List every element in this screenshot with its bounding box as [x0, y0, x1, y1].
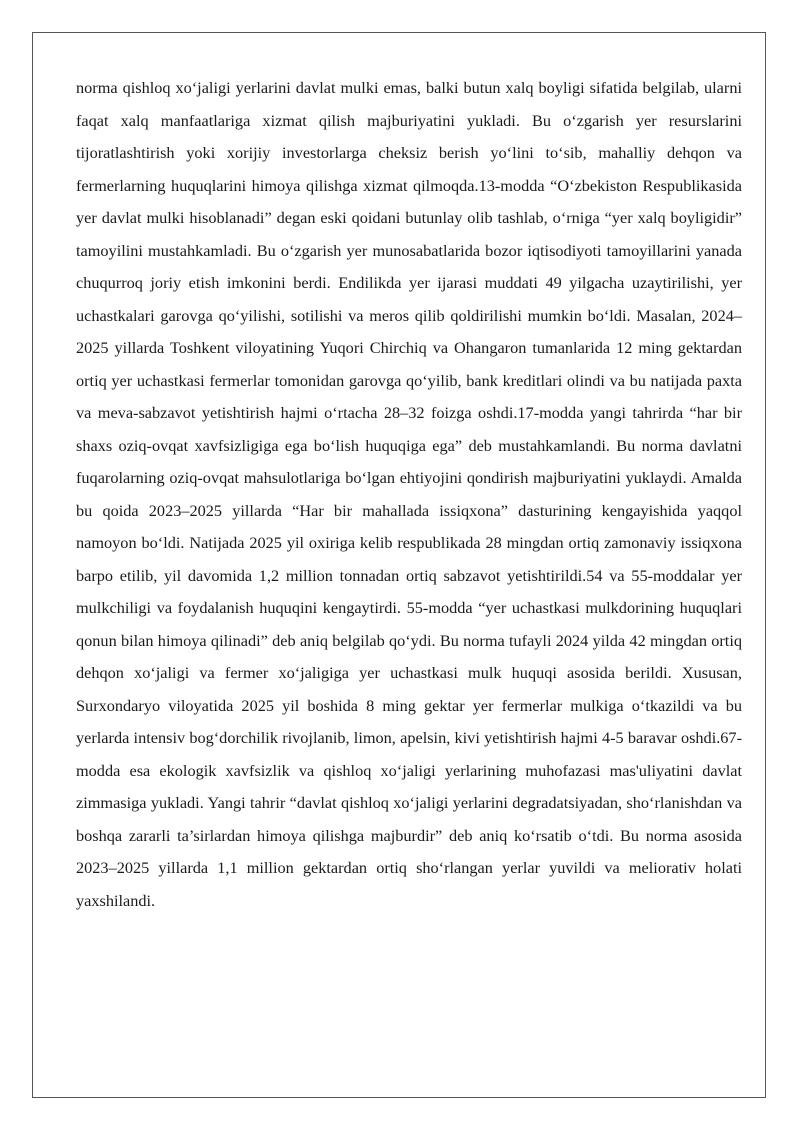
body-paragraph: norma qishloq xo‘jaligi yerlarini davlat mulki emas, balki butun xalq boyligi sifatida belgilab, ularni faqat xalq manfaatlariga xizmat qilish majburiyatini yukladi. Bu o‘zgarish yer resurslarini tijoratlashtirish yoki xorijiy investorlarga cheksiz berish yo‘lini to‘sib, mahalliy dehqon va fermerlarning huquqlarini himoya qilishga xizmat qilmoqda.13-modda “O‘zbekiston Respublikasida yer davlat mulki hisoblanadi” degan eski qoidani butunlay olib tashlab, o‘rniga “yer xalq boyligidir” tamoyilini mustahkamladi. Bu o‘zgarish yer munosabatlarida bozor iqtisodiyoti tamoyillarini yanada chuqurroq joriy etish imkonini berdi. Endilikda yer ijarasi muddati 49 yilgacha uzaytirilishi, yer uchastkalari garovga qo‘yilishi, sotilishi va meros qilib qoldirilishi mumkin bo‘ldi. Masalan, 2024–2025 yillarda Toshkent viloyatining Yuqori Chirchiq va Ohangaron tumanlarida 12 ming gektardan ortiq yer uchastkasi fermerlar tomonidan garovga qo‘yilib, bank kreditlari olindi va bu natijada paxta va meva-sabzavot yetishtirish hajmi o‘rtacha 28–32 foizga oshdi.17-modda yangi tahrirda “har bir shaxs oziq-ovqat xavfsizligiga ega bo‘lish huquqiga ega” deb mustahkamlandi. Bu norma davlatni fuqarolarning oziq-ovqat mahsulotlariga bo‘lgan ehtiyojini qondirish majburiyatini yuklaydi. Amalda bu qoida 2023–2025 yillarda “Har bir mahallada issiqxona” dasturining kengayishida yaqqol namoyon bo‘ldi. Natijada 2025 yil oxiriga kelib respublikada 28 mingdan ortiq zamonaviy issiqxona barpo etilib, yil davomida 1,2 million tonnadan ortiq sabzavot yetishtirildi.54 va 55-moddalar yer mulkchiligi va foydalanish huquqini kengaytirdi. 55-modda “yer uchastkasi mulkdorining huquqlari qonun bilan himoya qilinadi” deb aniq belgilab qo‘ydi. Bu norma tufayli 2024 yilda 42 mingdan ortiq dehqon xo‘jaligi va fermer xo‘jaligiga yer uchastkasi mulk huquqi asosida berildi. Xususan, Surxondaryo viloyatida 2025 yil boshida 8 ming gektar yer fermerlar mulkiga o‘tkazildi va bu yerlarda intensiv bog‘dorchilik rivojlanib, limon, apelsin, kivi yetishtirish hajmi 4-5 baravar oshdi.67-modda esa ekologik xavfsizlik va qishloq xo‘jaligi yerlarining muhofazasi mas'uliyatini davlat zimmasiga yukladi. Yangi tahrir “davlat qishloq xo‘jaligi yerlarini degradatsiyadan, sho‘rlanishdan va boshqa zararli ta’sirlardan himoya qilishga majburdir” deb aniq ko‘rsatib o‘tdi. Bu norma asosida 2023–2025 yillarda 1,1 million gektardan ortiq sho‘rlangan yerlar yuvildi va meliorativ holati yaxshilandi.	[76, 78, 742, 910]
